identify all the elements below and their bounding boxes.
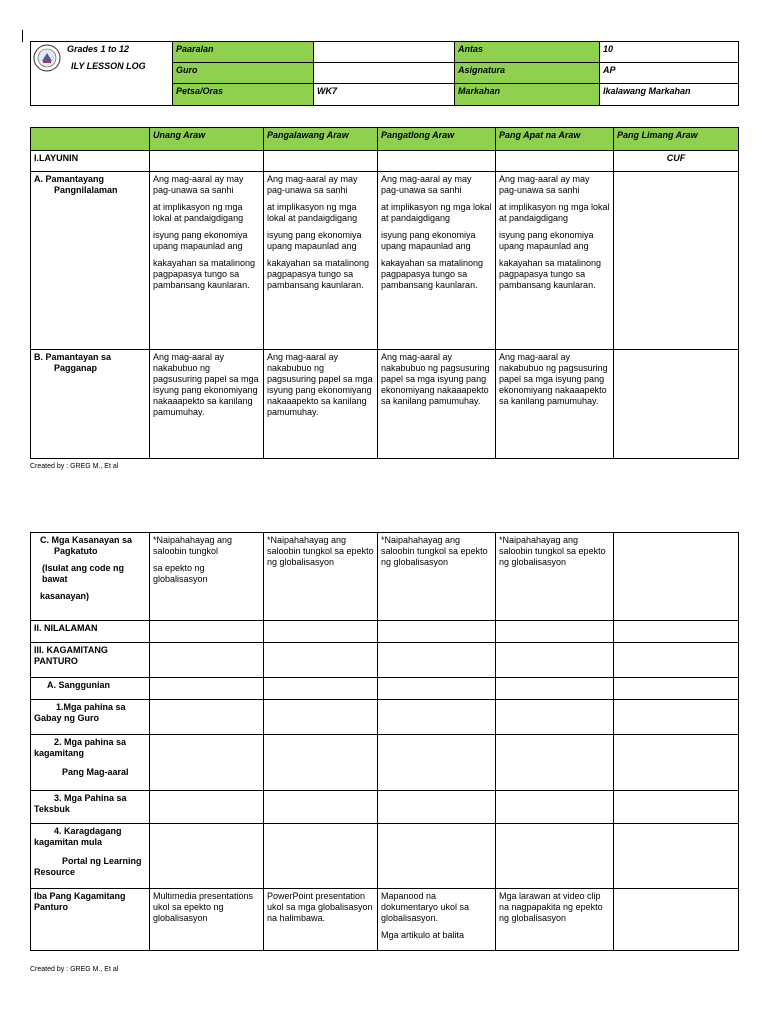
pagganap-cell: Ang mag-aaral ay nakabubuo ng pagsusuring papel sa mga isyung pang ekonomiyang nakaaapekto sa kanilang pamumuhay.	[496, 350, 614, 459]
pamantayang-cell	[378, 172, 496, 350]
kagamitan-label: III. KAGAMITANG PANTURO	[31, 643, 150, 678]
layunin-cell	[150, 151, 264, 172]
kagamitang-label	[31, 735, 150, 791]
kasanayan-label-line2: Pagkatuto	[54, 546, 98, 556]
empty-cell	[378, 824, 496, 889]
value-markahan: Ikalawang Markahan	[600, 84, 739, 106]
karagdagang-label	[31, 824, 150, 889]
pagganap-cell: Ang mag-aaral ay nakabubuo ng pagsusuring papel sa mga isyung pang ekonomiyang nakaaapekto sa kanilang pamumuhay.	[264, 350, 378, 459]
pamantayang-cell	[264, 172, 378, 350]
empty-cell	[614, 678, 739, 700]
empty-cell	[614, 735, 739, 791]
pagganap-cell: Ang mag-aaral ay nakabubuo ng pagsusuring papel sa mga isyung pang ekonomiyang nakaaapekto sa kanilang pamumuhay.	[378, 350, 496, 459]
cell-text: kakayahan sa matalinong pagpapasya tungo sa pambansang kaunlaran.	[267, 258, 370, 290]
kagamitang-label-line1: 2. Mga pahina sa kagamitang	[34, 737, 127, 758]
cell-text: *Naipahahayag ang saloobin tungkol	[153, 535, 233, 556]
label-petsa: Petsa/Oras	[173, 84, 314, 106]
value-antas: 10	[600, 42, 739, 63]
empty-cell	[614, 791, 739, 824]
iba-cell: PowerPoint presentation ukol sa mga globalisasyon na halimbawa.	[264, 889, 378, 951]
day-header-4: Pang Apat na Araw	[496, 128, 614, 151]
empty-cell	[614, 700, 739, 735]
karagdagang-label-line2: Portal ng Learning Resource	[34, 856, 142, 877]
layunin-cell	[378, 151, 496, 172]
label-paaralan: Paaralan	[173, 42, 314, 63]
pagganap-cell: Ang mag-aaral ay nakabubuo ng pagsusuring papel sa mga isyung pang ekonomiyang nakaaapekto sa kanilang pamumuhay.	[150, 350, 264, 459]
empty-cell	[496, 678, 614, 700]
cell-text: isyung pang ekonomiya upang mapaunlad ang	[153, 230, 248, 251]
pagganap-label-line1: B. Pamantayan sa	[34, 352, 112, 362]
pamantayang-cell	[614, 172, 739, 350]
objectives-table	[30, 127, 739, 459]
label-markahan: Markahan	[455, 84, 600, 106]
kasanayan-cell	[614, 533, 739, 621]
empty-cell	[264, 700, 378, 735]
pamantayang-cell	[496, 172, 614, 350]
kasanayan-cell	[150, 533, 264, 621]
cell-text: at implikasyon ng mga lokal at pandaigdigang	[153, 202, 244, 223]
cell-text: kakayahan sa matalinong pagpapasya tungo sa pambansang kaunlaran.	[381, 258, 484, 290]
empty-cell	[264, 791, 378, 824]
cell-text: Ang mag-aaral ay may pag-unawa sa sanhi	[267, 174, 358, 195]
iba-label: Iba Pang Kagamitang Panturo	[31, 889, 150, 951]
deped-seal-icon	[33, 44, 61, 72]
empty-cell	[614, 621, 739, 643]
pamantayang-label-line2: Pangnilalaman	[54, 185, 118, 195]
day-header-1: Unang Araw	[150, 128, 264, 151]
pagganap-label	[31, 350, 150, 459]
empty-cell	[264, 621, 378, 643]
pamantayang-cell	[150, 172, 264, 350]
day-header-5: Pang Limang Araw	[614, 128, 739, 151]
empty-cell	[150, 643, 264, 678]
cell-text: at implikasyon ng mga lokal at pandaigdigang	[267, 202, 358, 223]
value-petsa: WK7	[314, 84, 455, 106]
cell-text: isyung pang ekonomiya upang mapaunlad ang	[499, 230, 594, 251]
kasanayan-label-line1: C. Mga Kasanayan sa	[40, 535, 133, 545]
lesson-log-title: ILY LESSON LOG	[71, 61, 146, 71]
empty-cell	[496, 700, 614, 735]
empty-cell	[264, 678, 378, 700]
empty-cell	[378, 621, 496, 643]
layunin-cell	[264, 151, 378, 172]
footer-credit: Created by : GREG M., Et al	[30, 966, 119, 973]
empty-cell	[150, 621, 264, 643]
day-header-blank	[31, 128, 150, 151]
pagganap-label-line2: Pagganap	[54, 363, 98, 373]
sanggunian-label: A. Sanggunian	[31, 678, 150, 700]
cell-text: Mapanood na dokumentaryo ukol sa globalisasyon.	[381, 891, 470, 923]
cell-text: sa epekto ng globalisasyon	[153, 563, 208, 584]
grades-label: Grades 1 to 12	[67, 44, 130, 54]
empty-cell	[150, 791, 264, 824]
empty-cell	[378, 643, 496, 678]
nilalaman-label: II. NILALAMAN	[31, 621, 150, 643]
cell-text: isyung pang ekonomiya upang mapaunlad ang	[267, 230, 362, 251]
layunin-label: I.LAYUNIN	[31, 151, 150, 172]
empty-cell	[378, 700, 496, 735]
empty-cell	[150, 678, 264, 700]
cell-text: kakayahan sa matalinong pagpapasya tungo sa pambansang kaunlaran.	[499, 258, 602, 290]
pamantayang-label	[31, 172, 150, 350]
empty-cell	[614, 824, 739, 889]
kasanayan-label-line4: kasanayan)	[40, 591, 90, 601]
empty-cell	[150, 824, 264, 889]
iba-cell: Mga larawan at video clip na nagpapakita ng epekto ng globalisasyon	[496, 889, 614, 951]
teksbuk-label: 3. Mga Pahina sa Teksbuk	[31, 791, 150, 824]
cell-text: isyung pang ekonomiya upang mapaunlad ang	[381, 230, 476, 251]
empty-cell	[496, 643, 614, 678]
empty-cell	[264, 643, 378, 678]
kagamitang-label-line2: Pang Mag-aaral	[62, 767, 129, 777]
day-header-3: Pangatlong Araw	[378, 128, 496, 151]
value-guro	[314, 63, 455, 84]
empty-cell	[378, 791, 496, 824]
resources-table	[30, 532, 739, 951]
kasanayan-cell: *Naipahahayag ang saloobin tungkol sa epekto ng globalisasyon	[496, 533, 614, 621]
value-paaralan	[314, 42, 455, 63]
cell-text: at implikasyon ng mga lokal at pandaigdigang	[499, 202, 610, 223]
layunin-cuf: CUF	[614, 151, 739, 172]
label-guro: Guro	[173, 63, 314, 84]
iba-cell	[614, 889, 739, 951]
cell-text: Ang mag-aaral ay may pag-unawa sa sanhi	[153, 174, 244, 195]
empty-cell	[150, 700, 264, 735]
pamantayang-label-line1: A. Pamantayang	[34, 174, 105, 184]
cell-text: Mga artikulo at balita	[381, 930, 465, 940]
empty-cell	[496, 791, 614, 824]
empty-cell	[378, 735, 496, 791]
label-antas: Antas	[455, 42, 600, 63]
kasanayan-cell: *Naipahahayag ang saloobin tungkol sa epekto ng globalisasyon	[264, 533, 378, 621]
empty-cell	[264, 735, 378, 791]
empty-cell	[496, 735, 614, 791]
cell-text: at implikasyon ng mga lokal at pandaigdigang	[381, 202, 492, 223]
empty-cell	[264, 824, 378, 889]
text-cursor	[22, 30, 23, 42]
pagganap-cell	[614, 350, 739, 459]
kasanayan-label-line3: (Isulat ang code ng bawat	[42, 563, 125, 584]
cell-text: Ang mag-aaral ay may pag-unawa sa sanhi	[499, 174, 590, 195]
kasanayan-cell: *Naipahahayag ang saloobin tungkol sa epekto ng globalisasyon	[378, 533, 496, 621]
empty-cell	[378, 678, 496, 700]
cell-text: kakayahan sa matalinong pagpapasya tungo sa pambansang kaunlaran.	[153, 258, 256, 290]
empty-cell	[614, 643, 739, 678]
header-table	[30, 41, 739, 106]
value-asignatura: AP	[600, 63, 739, 84]
iba-cell	[378, 889, 496, 951]
empty-cell	[496, 621, 614, 643]
label-asignatura: Asignatura	[455, 63, 600, 84]
empty-cell	[150, 735, 264, 791]
empty-cell	[496, 824, 614, 889]
gabay-label: 1.Mga pahina sa Gabay ng Guro	[31, 700, 150, 735]
cell-text: Ang mag-aaral ay may pag-unawa sa sanhi	[381, 174, 472, 195]
logo-cell	[31, 42, 173, 106]
footer-credit: Created by : GREG M., Et al	[30, 463, 119, 470]
day-header-2: Pangalawang Araw	[264, 128, 378, 151]
layunin-cell	[496, 151, 614, 172]
karagdagang-label-line1: 4. Karagdagang kagamitan mula	[34, 826, 122, 847]
iba-cell: Multimedia presentations ukol sa epekto ng globalisasyon	[150, 889, 264, 951]
kasanayan-label	[31, 533, 150, 621]
